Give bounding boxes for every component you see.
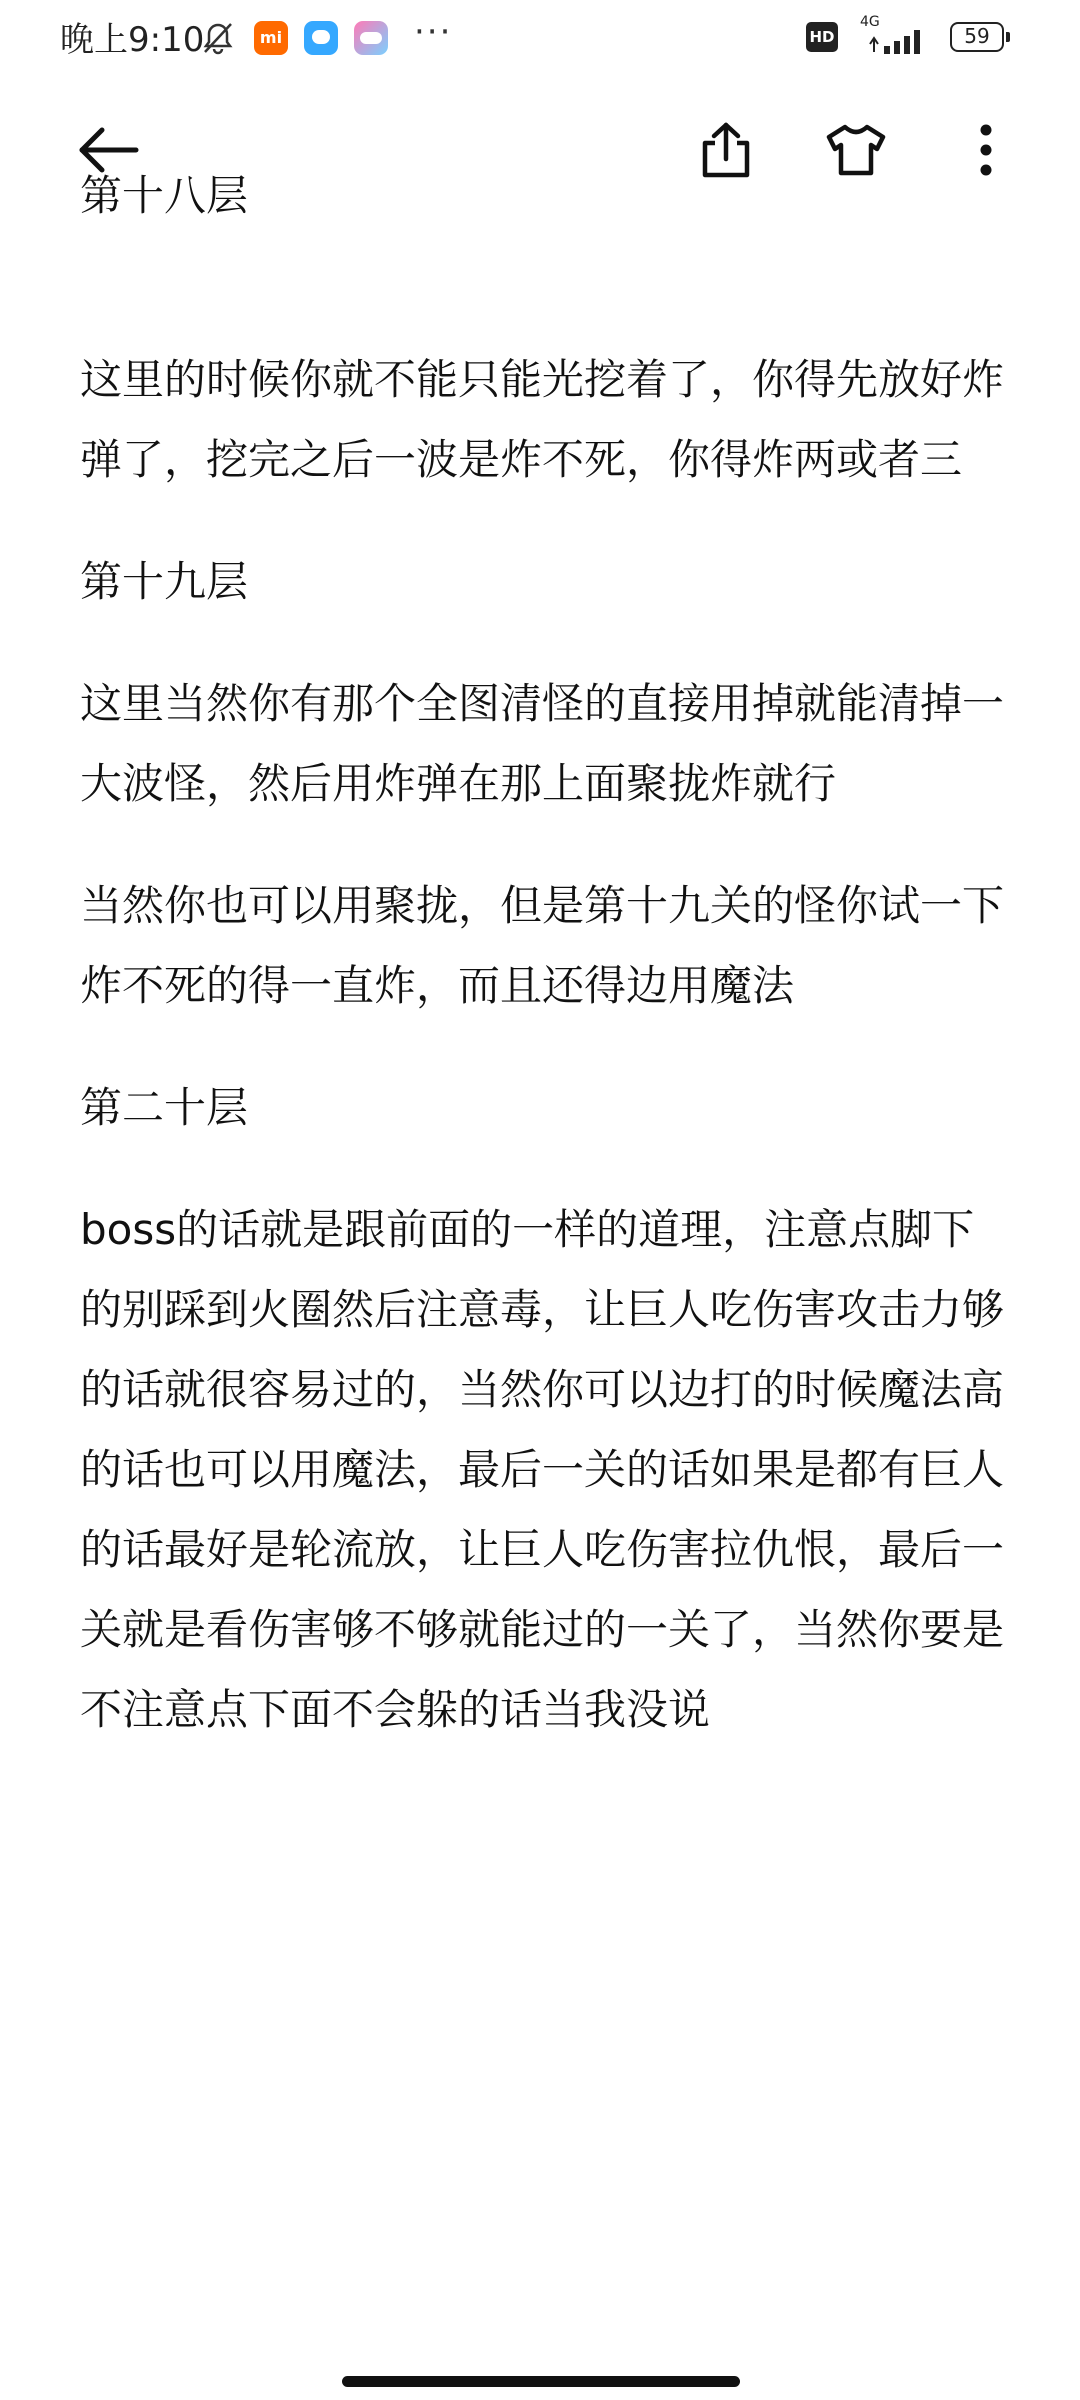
paragraph: 当然你也可以用聚拢，但是第十九关的怪你试一下炸不死的得一直炸，而且还得边用魔法: [80, 881, 1005, 1010]
partial-heading: [80, 171, 1010, 256]
mi-app-icon: mi: [254, 21, 288, 55]
paragraph: 这里的时候你就不能只能光挖着了，你得先放好炸弹了，挖完之后一波是炸不死，你得炸两或者三: [80, 355, 1005, 484]
signal-icon: [868, 26, 932, 56]
status-time: 晚上9:10: [60, 20, 205, 60]
battery-indicator: 59: [950, 22, 1004, 52]
more-notifications-icon: ···: [414, 12, 453, 52]
hd-badge: HD: [806, 22, 838, 52]
chat-app-icon: [304, 21, 338, 55]
network-type-label: 4G: [860, 14, 880, 30]
home-indicator[interactable]: [342, 2376, 740, 2387]
section-heading: 第二十层: [80, 1083, 249, 1132]
status-bar: [0, 0, 1080, 78]
paragraph: boss的话就是跟前面的一样的道理，注意点脚下的别踩到火圈然后注意毒，让巨人吃伤害攻击力够的话就很容易过的，当然你可以边打的时候魔法高的话也可以用魔法，最后一关的话如果是都有巨人的话最好是轮流放，让巨人吃伤害拉仇恨，最后一关就是看伤害够不够就能过的一关了，当然你要是不注意点下面不会躲的话当我没说: [80, 1205, 1005, 1734]
article-body: [80, 298, 1010, 1792]
paragraph: 这里当然你有那个全图清怪的直接用掉就能清掉一大波怪，然后用炸弹在那上面聚拢炸就行: [80, 679, 1005, 808]
section-heading: 第十九层: [80, 557, 249, 606]
bell-off-icon: [200, 20, 236, 56]
partial-heading-text: 第十八层: [80, 171, 249, 220]
game-app-icon: [354, 21, 388, 55]
